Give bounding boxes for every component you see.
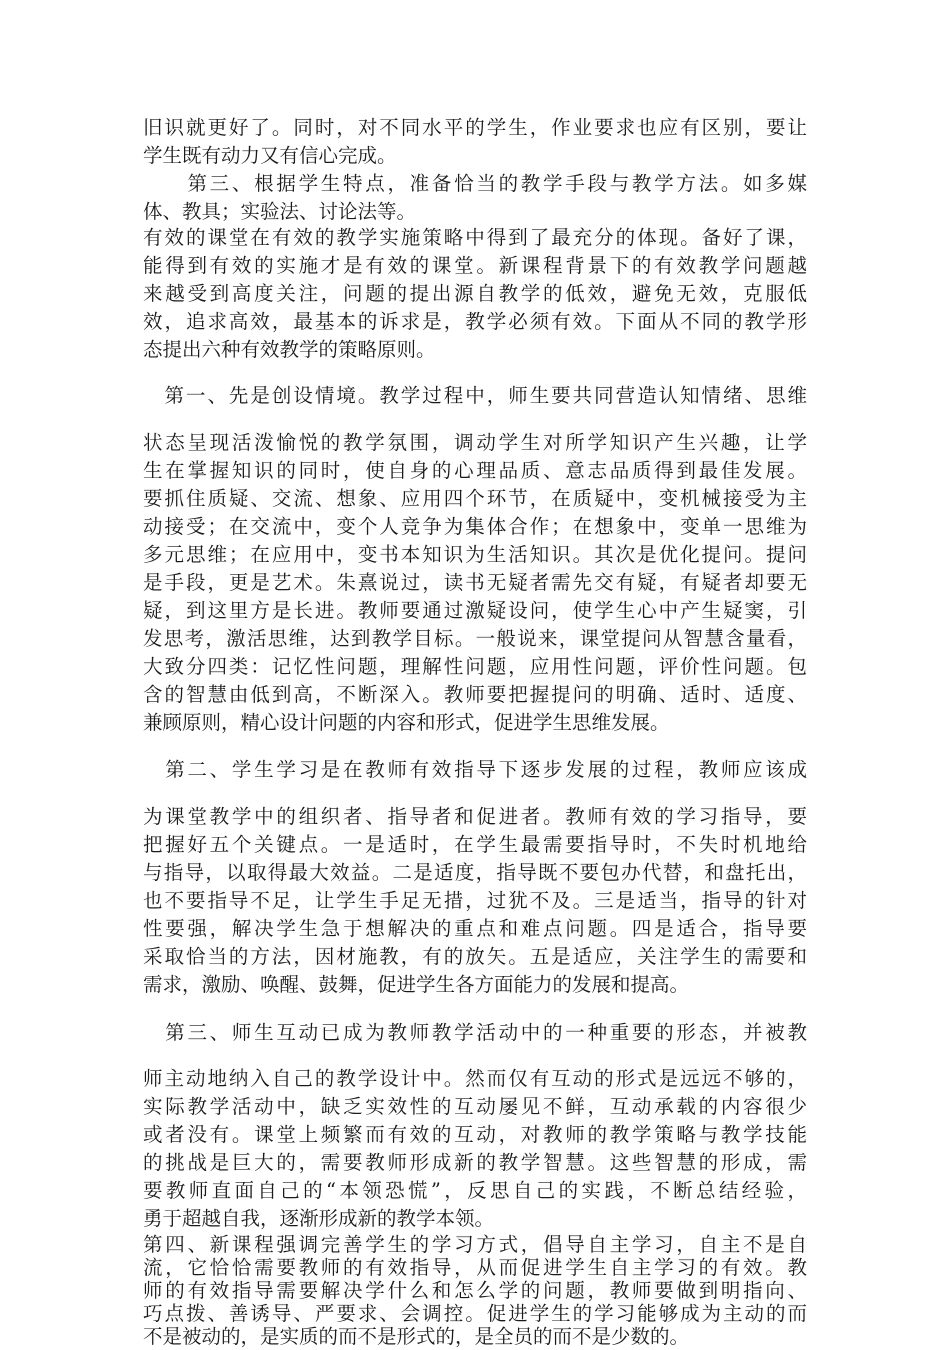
text-line: 或者没有。课堂上频繁而有效的互动，对教师的教学策略与教学技能 — [143, 1123, 807, 1146]
text-line: 第一、先是创设情境。教学过程中，师生要共同营造认知情绪、思维 — [143, 384, 807, 407]
text-line: 发思考，激活思维，达到教学目标。一般说来，课堂提问从智慧含量看， — [143, 627, 807, 650]
text-line: 动接受；在交流中，变个人竞争为集体合作；在想象中，变单一思维为 — [143, 515, 807, 538]
text-line: 勇于超越自我，逐渐形成新的教学本领。 — [143, 1207, 495, 1230]
text-line: 采取恰当的方法，因材施教，有的放矢。五是适应，关注学生的需要和 — [143, 945, 807, 968]
text-line: 疑，到这里方是长进。教师要通过激疑设问，使学生心中产生疑窦，引 — [143, 599, 807, 622]
text-line: 生在掌握知识的同时，使自身的心理品质、意志品质得到最佳发展。 — [143, 459, 807, 482]
text-line: 大致分四类：记忆性问题，理解性问题，应用性问题，评价性问题。包 — [143, 655, 807, 678]
text-line: 旧识就更好了。同时，对不同水平的学生，作业要求也应有区别，要让 — [143, 116, 807, 139]
text-line: 也不要指导不足，让学生手足无措，过犹不及。三是适当，指导的针对 — [143, 889, 807, 912]
text-line: 为课堂教学中的组织者、指导者和促进者。教师有效的学习指导，要 — [143, 805, 807, 828]
text-line: 是手段，更是艺术。朱熹说过，读书无疑者需先交有疑，有疑者却要无 — [143, 571, 807, 594]
text-line: 第二、学生学习是在教师有效指导下逐步发展的过程，教师应该成 — [143, 758, 807, 781]
text-line: 的挑战是巨大的，需要教师形成新的教学智慧。这些智慧的形成，需 — [143, 1151, 807, 1174]
text-line: 有效的课堂在有效的教学实施策略中得到了最充分的体现。备好了课， — [143, 226, 807, 249]
text-line: 效，追求高效，最基本的诉求是，教学必须有效。下面从不同的教学形 — [143, 310, 807, 333]
text-line: 第三、师生互动已成为教师教学活动中的一种重要的形态，并被教 — [143, 1021, 807, 1044]
text-line: 多元思维；在应用中，变书本知识为生活知识。其次是优化提问。提问 — [143, 543, 807, 566]
text-line: 流，它恰恰需要教师的有效指导，从而促进学生自主学习的有效。教 — [143, 1256, 807, 1279]
text-line: 第三、根据学生特点，准备恰当的教学手段与教学方法。如多媒 — [143, 172, 807, 195]
text-line: 含的智慧由低到高，不断深入。教师要把握提问的明确、适时、适度、 — [143, 683, 807, 706]
text-line: 与指导，以取得最大效益。二是适度，指导既不要包办代替，和盘托出， — [143, 861, 807, 884]
text-line: 需求，激励、唤醒、鼓舞，促进学生各方面能力的发展和提高。 — [143, 973, 690, 996]
text-line: 状态呈现活泼愉悦的教学氛围，调动学生对所学知识产生兴趣，让学 — [143, 431, 807, 454]
text-line: 学生既有动力又有信心完成。 — [143, 144, 397, 167]
text-line: 体、教具；实验法、讨论法等。 — [143, 200, 417, 223]
text-line: 巧点拨、善诱导、严要求、会调控。促进学生的学习能够成为主动的而 — [143, 1302, 807, 1325]
text-line: 要抓住质疑、交流、想象、应用四个环节，在质疑中，变机械接受为主 — [143, 487, 807, 510]
text-line: 要教师直面自己的“本领恐慌”，反思自己的实践，不断总结经验， — [143, 1179, 807, 1202]
text-line: 师的有效指导需要解决学什么和怎么学的问题，教师要做到明指向、 — [143, 1279, 807, 1302]
text-line: 把握好五个关键点。一是适时，在学生最需要指导时，不失时机地给 — [143, 833, 807, 856]
text-line: 态提出六种有效教学的策略原则。 — [143, 338, 436, 361]
text-line: 性要强，解决学生急于想解决的重点和难点问题。四是适合，指导要 — [143, 917, 807, 940]
text-line: 不是被动的，是实质的而不是形式的，是全员的而不是少数的。 — [143, 1325, 690, 1348]
text-line: 兼顾原则，精心设计问题的内容和形式，促进学生思维发展。 — [143, 711, 670, 734]
text-line: 实际教学活动中，缺乏实效性的互动屡见不鲜，互动承载的内容很少 — [143, 1095, 807, 1118]
text-line: 第四、新课程强调完善学生的学习方式，倡导自主学习，自主不是自 — [143, 1233, 807, 1256]
text-line: 来越受到高度关注，问题的提出源自教学的低效，避免无效，克服低 — [143, 282, 807, 305]
text-line: 师主动地纳入自己的教学设计中。然而仅有互动的形式是远远不够的， — [143, 1067, 807, 1090]
text-line: 能得到有效的实施才是有效的课堂。新课程背景下的有效教学问题越 — [143, 254, 807, 277]
